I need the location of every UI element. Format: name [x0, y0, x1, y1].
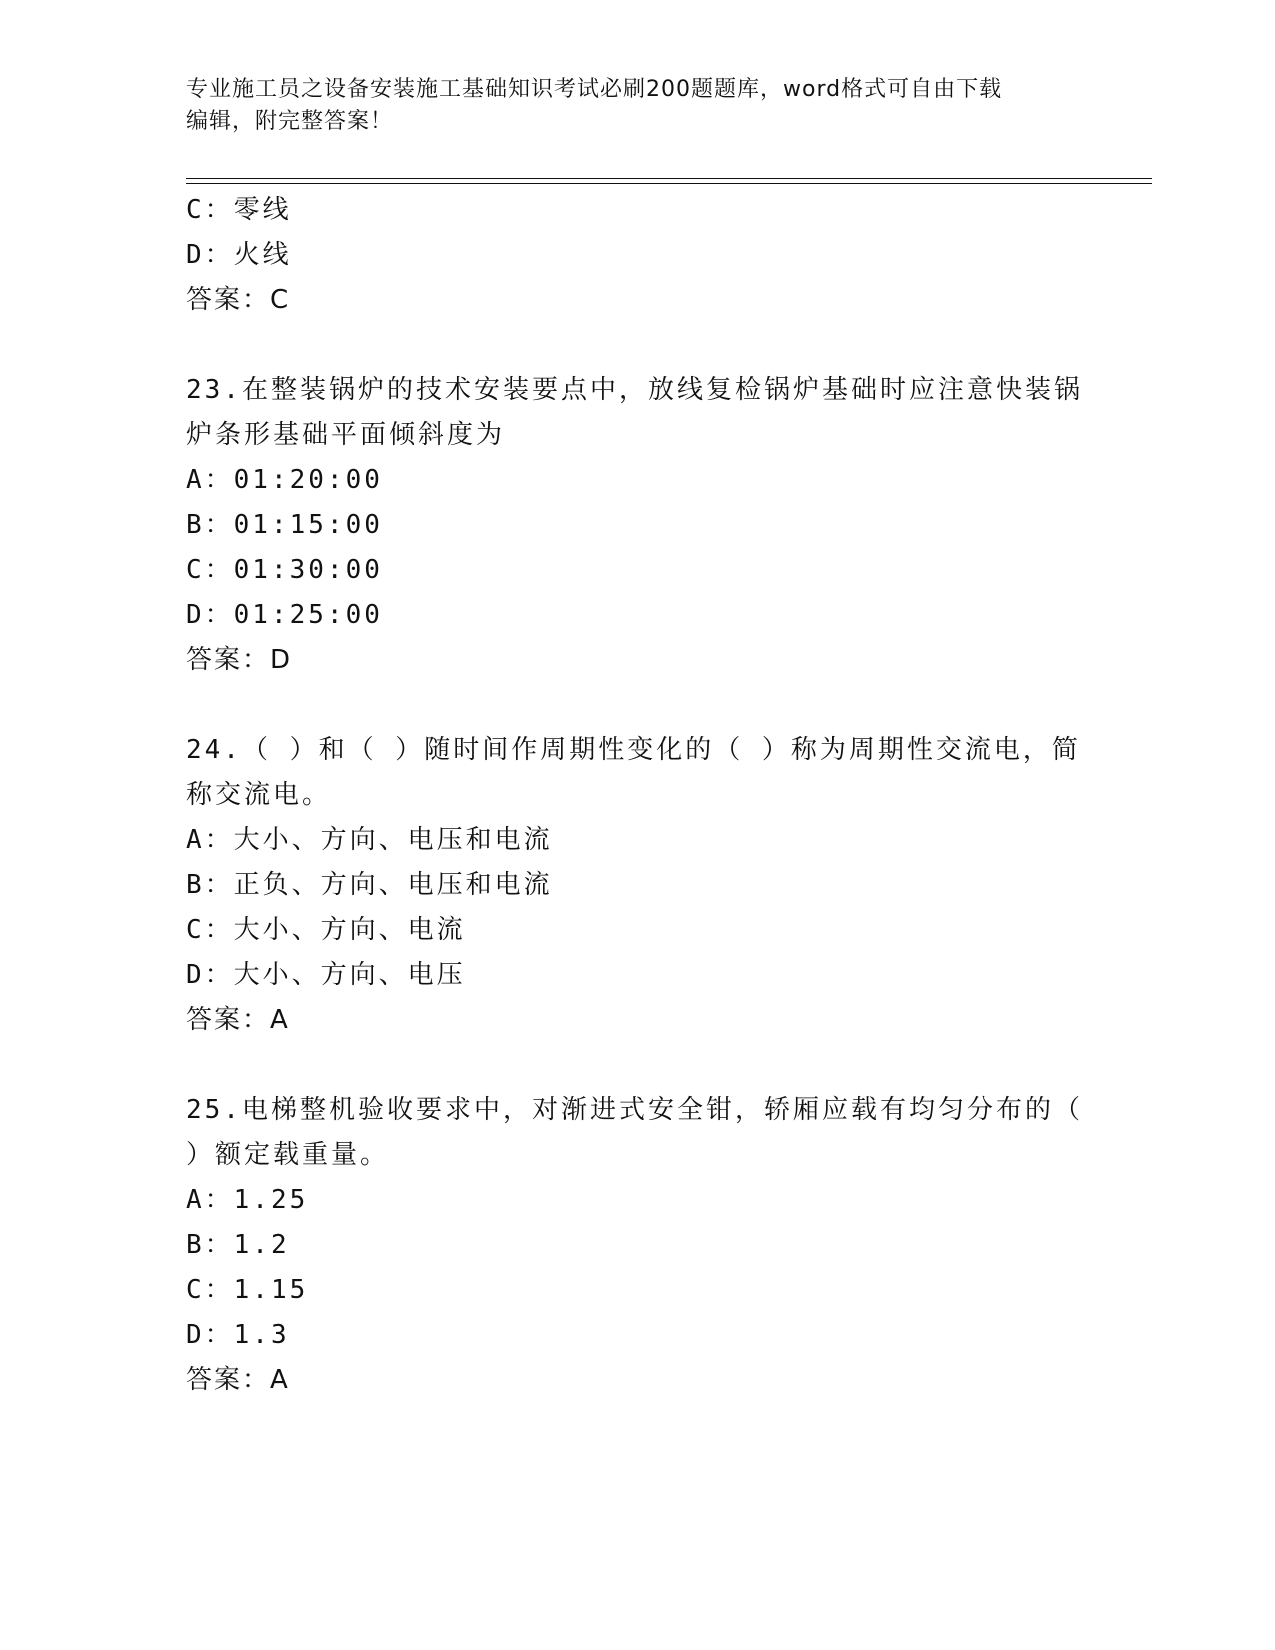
q24-option-a: A：大小、方向、电压和电流 [186, 825, 553, 855]
q23-option-c: C：01:30:00 [186, 555, 383, 585]
q23-option-d: D：01:25:00 [186, 600, 383, 630]
header-divider-bottom [186, 183, 1152, 184]
q24-stem-line-1: 24.（ ）和（ ）随时间作周期性变化的（ ）称为周期性交流电，简 [186, 735, 1081, 765]
q24-option-c: C：大小、方向、电流 [186, 915, 466, 945]
q24-stem-line-2: 称交流电。 [186, 780, 332, 810]
q25-option-b: B：1.2 [186, 1230, 290, 1260]
header-divider-top [186, 178, 1152, 179]
q23-answer: 答案：D [186, 645, 293, 675]
q24-answer: 答案：A [186, 1005, 290, 1035]
document-header [186, 74, 1086, 138]
q25-option-c: C：1.15 [186, 1275, 309, 1305]
q22-option-d: D：火线 [186, 240, 292, 270]
header-line-1: 专业施工员之设备安装施工基础知识考试必刷200题题库，word格式可自由下载 [186, 77, 1003, 102]
q24-option-b: B：正负、方向、电压和电流 [186, 870, 553, 900]
q25-option-a: A：1.25 [186, 1185, 309, 1215]
q25-option-d: D：1.3 [186, 1320, 290, 1350]
q22-option-c: C：零线 [186, 195, 292, 225]
q25-stem-line-1: 25.电梯整机验收要求中，对渐进式安全钳，轿厢应载有均匀分布的（ [186, 1095, 1083, 1125]
q22-answer: 答案：C [186, 285, 291, 315]
q23-stem-line-1: 23.在整装锅炉的技术安装要点中，放线复检锅炉基础时应注意快装锅 [186, 375, 1083, 405]
q23-option-b: B：01:15:00 [186, 510, 383, 540]
q24-option-d: D：大小、方向、电压 [186, 960, 466, 990]
q23-option-a: A：01:20:00 [186, 465, 383, 495]
q23-stem-line-2: 炉条形基础平面倾斜度为 [186, 420, 506, 450]
q25-stem-line-2: ）额定载重量。 [186, 1140, 390, 1170]
q25-answer: 答案：A [186, 1365, 290, 1395]
header-line-2: 编辑，附完整答案！ [186, 109, 394, 134]
